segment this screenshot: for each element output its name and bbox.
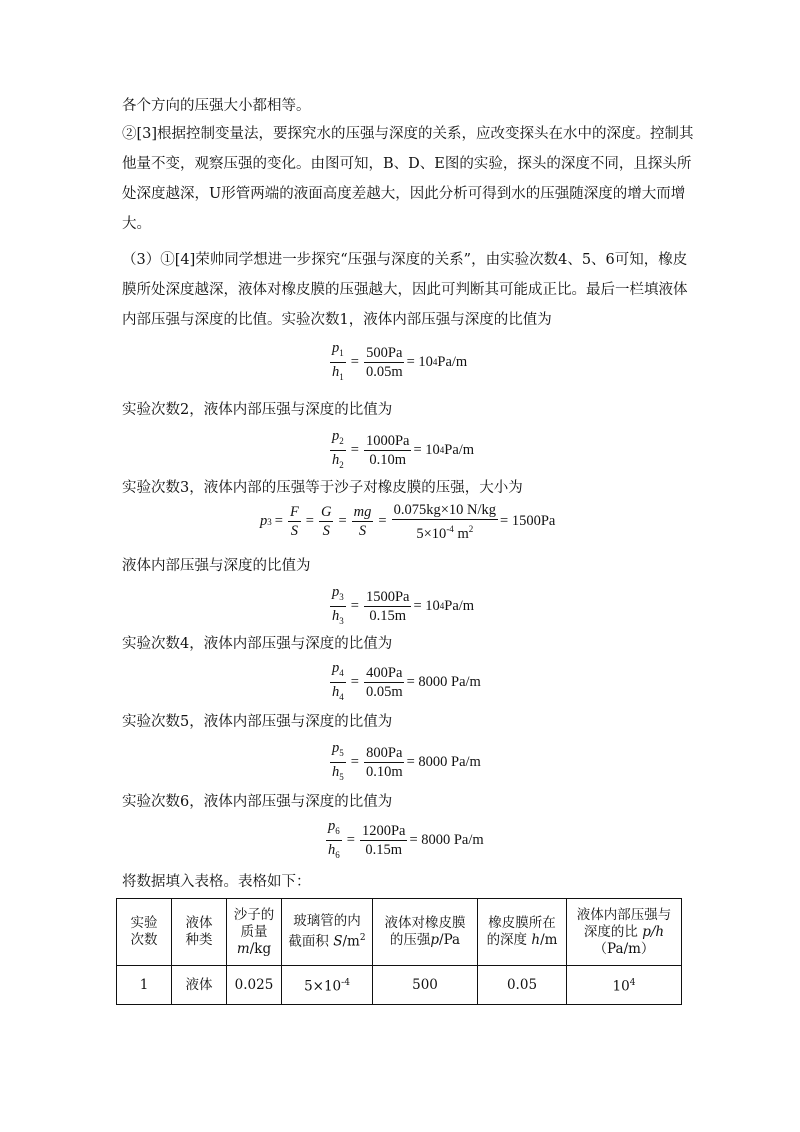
table-cell: 液体	[172, 966, 227, 1005]
text-line: 将数据填入表格。表格如下：	[122, 874, 311, 890]
text-line: 他量不变，观察压强的变化。由图可知，B、D、E图的实验，探头的深度不同，且探头所	[122, 156, 692, 172]
text-line: 实验次数4，液体内部压强与深度的比值为	[122, 636, 393, 652]
text-line: 实验次数5，液体内部压强与深度的比值为	[122, 714, 393, 730]
header-cell: 橡皮膜所在 的深度 h/m	[478, 899, 567, 966]
header-cell: 玻璃管的内 截面积 $S/m^2$	[282, 899, 373, 966]
header-cell: 实验 次数	[117, 899, 172, 966]
table-cell: 0.025	[227, 966, 282, 1005]
header-cell: 沙子的 质量 m/kg	[227, 899, 282, 966]
table-cell: $5\times 10^{-4}$	[282, 966, 373, 1005]
table-cell: 500	[373, 966, 478, 1005]
table-row	[117, 966, 682, 1005]
text-line: 处深度越深，U形管两端的液面高度差越大，因此分析可得到水的压强随深度的增大而增	[122, 186, 686, 202]
equation-3: p 3 = $\frac{F}{S}$ = $\frac{G}{S}$ = $\frac{mg}{S}$ = $\frac{0.075kg\times 10 N/kg}{5\times 10^{-4} m^2}$ = 1500Pa	[260, 502, 556, 542]
header-cell: 液体内部压强与 深度的比 p/h （Pa/m）	[567, 899, 682, 966]
equation-7: $\frac{p_6}{h_6}$ = $\frac{1200Pa}{0.15m}$ = 8000 Pa/m	[328, 818, 484, 860]
text-line: （3）①[4]荣帅同学想进一步探究“压强与深度的关系”，由实验次数4、5、6可知，橡皮	[122, 252, 688, 268]
text-line: 大。	[122, 216, 151, 232]
data-table	[116, 898, 682, 1005]
text-line: 实验次数6，液体内部压强与深度的比值为	[122, 794, 393, 810]
text-line: 各个方向的压强大小都相等。	[122, 98, 311, 114]
text-line: 膜所处深度越深，液体对橡皮膜的压强越大，因此可判断其可能成正比。最后一栏填液体	[122, 282, 688, 298]
equation-1: $\frac{p_1}{h_1}$ = $\frac{500Pa}{0.05m}$ = 10 4 Pa/m	[332, 340, 468, 382]
header-cell: 液体对橡皮膜 的压强p/Pa	[373, 899, 478, 966]
table-cell: 1	[117, 966, 172, 1005]
equation-2: $\frac{p_2}{h_2}$ = $\frac{1000Pa}{0.10m}$ = 10 4 Pa/m	[332, 428, 475, 470]
table-cell: $10^4$	[567, 966, 682, 1005]
table-cell: 0.05	[478, 966, 567, 1005]
equation-5: $\frac{p_4}{h_4}$ = $\frac{400Pa}{0.05m}$ = 8000 Pa/m	[332, 660, 481, 702]
text-line: ②[3]根据控制变量法，要探究水的压强与深度的关系，应改变探头在水中的深度。控制其	[122, 126, 694, 142]
equation-6: $\frac{p_5}{h_5}$ = $\frac{800Pa}{0.10m}$ = 8000 Pa/m	[332, 740, 481, 782]
text-line: 实验次数2，液体内部压强与深度的比值为	[122, 402, 393, 418]
text-line: 实验次数3，液体内部的压强等于沙子对橡皮膜的压强，大小为	[122, 480, 523, 496]
text-line: 内部压强与深度的比值。实验次数1，液体内部压强与深度的比值为	[122, 312, 552, 328]
header-cell: 液体 种类	[172, 899, 227, 966]
table-header-row	[117, 899, 682, 966]
text-line: 液体内部压强与深度的比值为	[122, 558, 311, 574]
equation-4: $\frac{p_3}{h_3}$ = $\frac{1500Pa}{0.15m}$ = 10 4 Pa/m	[332, 584, 475, 626]
